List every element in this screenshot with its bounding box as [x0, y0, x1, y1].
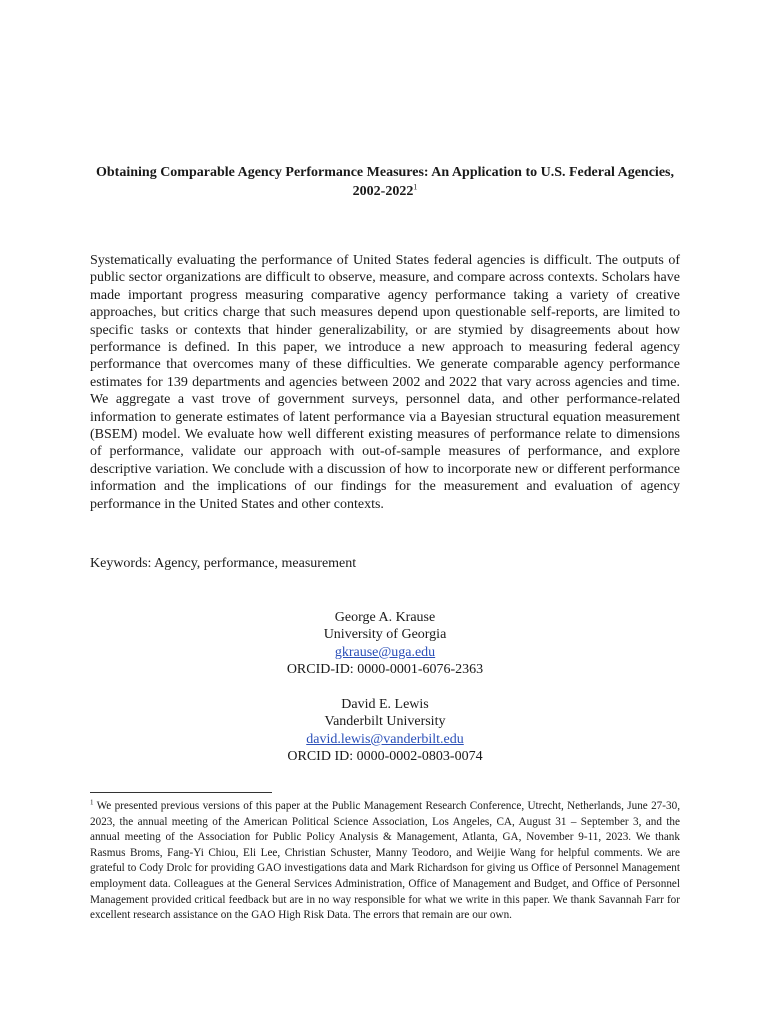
footnote — [90, 799, 680, 924]
footnote-divider — [90, 792, 272, 793]
author-email-link[interactable]: gkrause@uga.edu — [334, 644, 436, 660]
author-name: David E. Lewis — [341, 697, 429, 712]
footnote-marker: 1 — [90, 798, 94, 807]
author-name: George A. Krause — [334, 610, 436, 625]
author-orcid: ORCID-ID: 0000-0001-6076-2363 — [286, 662, 484, 678]
footnote-text: We presented previous versions of this paper at the Public Management Research Conference, Utrecht, Netherlands, June 27-30, 2023, the annual meeting of the American Political Science Association, Los Angeles, CA, August 31 – September 3, and the annual meeting of the Association for Public Policy Analysis & Management, Atlanta, GA, November 9-11, 2023. We thank Rasmus Broms, Fang-Yi Chiou, Eli Lee, Christian Schuster, Manny Teodoro, and Weijie Wang for helpful comments. We are grateful to Cody Drolc for providing GAO investigations data and Mark Richardson for giving us Office of Personnel Management employment data. Colleagues at the General Services Administration, Office of Management and Budget, and Office of Personnel Management provided critical feedback but are in no way responsible for what we write in this paper. We thank Savannah Farr for excellent research assistance on the GAO High Risk Data. The errors that remain are our own. — [90, 800, 680, 922]
author-orcid: ORCID ID: 0000-0002-0803-0074 — [287, 749, 483, 765]
author-affiliation: University of Georgia — [323, 627, 447, 643]
keywords: Keywords: Agency, performance, measurement — [90, 556, 357, 571]
author-email-link[interactable]: david.lewis@vanderbilt.edu — [306, 731, 464, 747]
author-block-lewis — [90, 696, 680, 766]
paper-title — [90, 163, 680, 201]
abstract: Systematically evaluating the performance of United States federal agencies is difficult. The outputs of public sector organizations are difficult to observe, measure, and compare across contexts. Scholars have made important progress measuring comparative agency performance taking a variety of creative approaches, but critics charge that such measures depend upon questionable self-reports, are limited to specific tasks or contexts that hinder generalizability, or are stymied by disagreements about how performance is defined. In this paper, we introduce a new approach to measuring federal agency performance that overcomes many of these difficulties. We generate comparable agency performance estimates for 139 departments and agencies between 2002 and 2022 that vary across agencies and time. We aggregate a vast trove of government surveys, personnel data, and other performance-related information to generate estimates of latent performance via a Bayesian structural equation measurement (BSEM) model. We evaluate how well different existing measures of performance relate to dimensions of performance, validate our approach with out-of-sample measures of performance, and explore descriptive variation. We conclude with a discussion of how to incorporate new or different performance information and the implications of our findings for the measurement and evaluation of agency performance in the United States and other contexts. — [90, 253, 680, 512]
paper-title-text: Obtaining Comparable Agency Performance Measures: An Application to U.S. Federal Agencies, 2002-2022 — [96, 165, 674, 199]
author-affiliation: Vanderbilt University — [324, 714, 446, 730]
title-footnote-marker[interactable]: 1 — [413, 182, 418, 192]
author-block-krause — [90, 609, 680, 679]
